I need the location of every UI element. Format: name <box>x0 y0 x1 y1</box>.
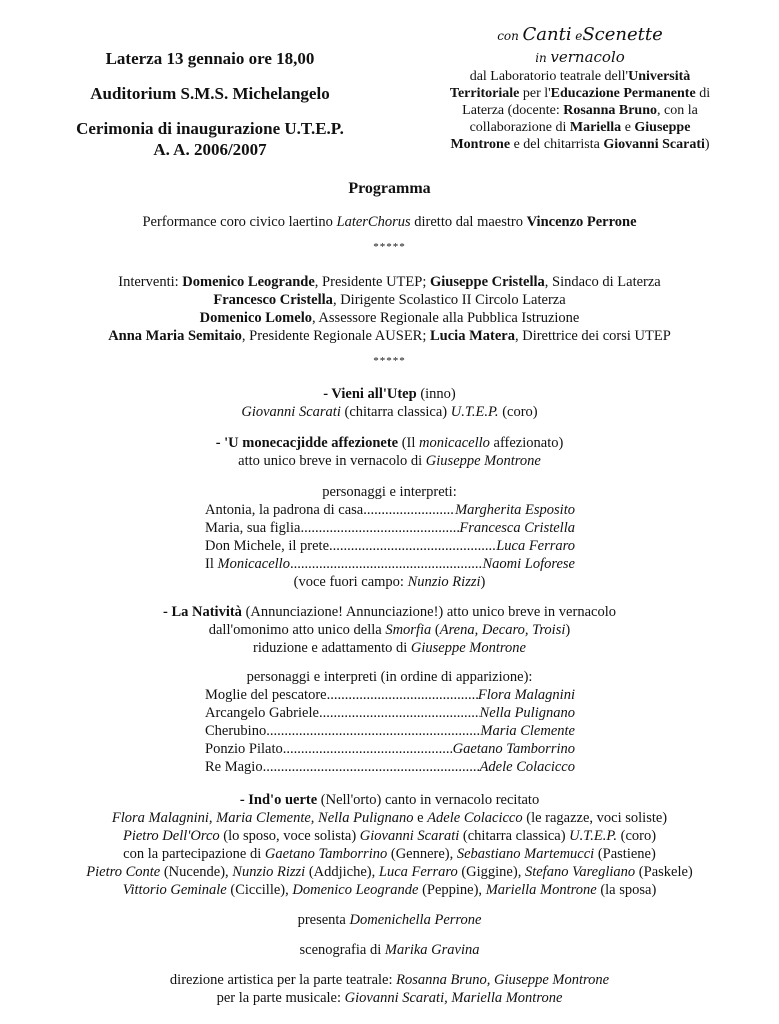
in-word: in <box>535 51 547 65</box>
lab-line-4: collaborazione di Mariella e Giuseppe <box>469 120 691 135</box>
interventi-line-3: Domenico Lomelo, Assessore Regionale alla Pubblica Istruzione <box>199 310 580 326</box>
cast-row: Maria, sua figlia ..... Francesca Cristella <box>205 519 575 537</box>
cast-row: Ponzio Pilato ..... Gaetano Tamborrino <box>205 740 575 758</box>
cast-row: Cherubino ..... Maria Clemente <box>205 722 575 740</box>
uerte-line-4: con la partecipazione di Gaetano Tamborrino (Gennere), Sebastiano Martemucci (Pastiene) <box>123 846 656 862</box>
uerte-line-2: Flora Malagnini, Maria Clemente, Nella Pulignano e Adele Colacicco (le ragazze, voci soliste) <box>111 810 668 826</box>
cast-row: Don Michele, il prete ..... Luca Ferraro <box>205 537 575 555</box>
music-direction-line: per la parte musicale: Giovanni Scarati, Mariella Montrone <box>216 990 563 1006</box>
monecacjidde-subtitle: atto unico breve in vernacolo di Giuseppe Montrone <box>238 453 541 469</box>
vernacolo-word: vernacolo <box>550 48 625 66</box>
cast-row: Arcangelo Gabriele ..... Nella Pulignano <box>205 704 575 722</box>
show-header <box>410 24 750 153</box>
cast-row: Antonia, la padrona di casa ..... Margherita Esposito <box>205 501 575 519</box>
presenter-line: presenta Domenichella Perrone <box>297 912 482 928</box>
lab-line-3: Laterza (docente: Rosanna Bruno, con la <box>462 103 698 118</box>
academic-year: A. A. 2006/2007 <box>153 140 267 159</box>
cast-row: Moglie del pescatore ..... Flora Malagnini <box>205 686 575 704</box>
nativita-source: dall'omonimo atto unico della Smorfia (Arena, Decaro, Troisi) <box>208 622 571 638</box>
nativita-adaptation: riduzione e adattamento di Giuseppe Montrone <box>253 640 526 656</box>
separator-stars: ***** <box>373 241 406 253</box>
inno-title: - Vieni all'Utep (inno) <box>323 386 456 402</box>
nativita-title: - La Natività (Annunciazione! Annunciazione!) atto unico breve in vernacolo <box>163 604 616 620</box>
event-venue: Auditorium S.M.S. Michelangelo <box>90 84 330 103</box>
theatre-direction-line: direzione artistica per la parte teatrale: Rosanna Bruno, Giuseppe Montrone <box>169 972 610 988</box>
cast-row: Re Magio ..... Adele Colacicco <box>205 758 575 776</box>
event-date: Laterza 13 gennaio ore 18,00 <box>105 49 315 68</box>
interventi-line-4: Anna Maria Semitaio, Presidente Regionale AUSER; Lucia Matera, Direttrice dei corsi UTEP <box>108 328 671 344</box>
set-design-line: scenografia di Marika Gravina <box>299 942 480 958</box>
separator-stars: ***** <box>373 355 406 367</box>
cast-list-nativita <box>205 686 575 776</box>
cast-row: Il Monicacello ..... Naomi Loforese <box>205 555 575 573</box>
performance-line: Performance coro civico laertino LaterChorus diretto dal maestro Vincenzo Perrone <box>142 214 637 230</box>
con-word: con <box>497 29 519 43</box>
monecacjidde-title: - 'U monecacjidde affezionete (Il monicacello affezionato) <box>215 435 564 451</box>
inno-performers: Giovanni Scarati (chitarra classica) U.T.E.P. (coro) <box>241 404 538 420</box>
uerte-line-3: Pietro Dell'Orco (lo sposo, voce solista) Giovanni Scarati (chitarra classica) U.T.E.P. (coro) <box>122 828 657 844</box>
uerte-line-5: Pietro Conte (Nucende), Nunzio Rizzi (Addjiche), Luca Ferraro (Giggine), Stefano Varegliano (Paskele) <box>86 864 693 880</box>
scenette-word: Scenette <box>582 24 663 45</box>
interventi-line-1: Interventi: Domenico Leogrande, Presidente UTEP; Giuseppe Cristella, Sindaco di Laterza <box>118 274 661 290</box>
cast-heading: personaggi e interpreti (in ordine di apparizione): <box>246 669 533 685</box>
uerte-line-6: Vittorio Geminale (Ciccille), Domenico Leogrande (Peppine), Mariella Montrone (la sposa) <box>122 882 657 898</box>
event-header <box>40 48 380 160</box>
interventi-line-2: Francesco Cristella, Dirigente Scolastico II Circolo Laterza <box>213 292 566 308</box>
event-title: Cerimonia di inaugurazione U.T.E.P. <box>76 119 344 138</box>
e-word: e <box>575 29 583 43</box>
voice-off-line: (voce fuori campo: Nunzio Rizzi) <box>293 574 486 590</box>
lab-line-2: Territoriale per l'Educazione Permanente di <box>449 86 711 101</box>
programma-title: Programma <box>348 180 431 197</box>
lab-line-5: Montrone e del chitarrista Giovanni Scarati) <box>450 137 710 152</box>
cast-heading: personaggi e interpreti: <box>322 484 457 500</box>
lab-line-1: dal Laboratorio teatrale dell'Università <box>469 69 691 84</box>
canti-word: Canti <box>522 24 572 45</box>
uerte-title: - Ind'o uerte (Nell'orto) canto in vernacolo recitato <box>239 792 540 808</box>
cast-list-monecacjidde <box>205 501 575 573</box>
